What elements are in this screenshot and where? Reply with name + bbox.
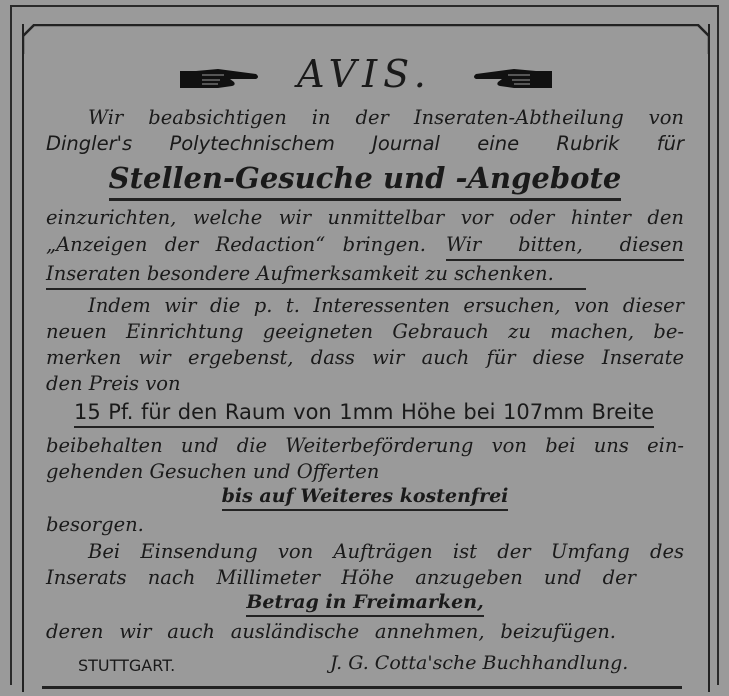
text-line: einzurichten, welche wir unmittelbar vor oder hinter den (46, 206, 684, 229)
text-line: den Preis von (46, 372, 181, 395)
text-line-part: „Anzeigen der Redaction“ bringen. (46, 233, 426, 256)
text-line: Inserats nach Millimeter Höhe anzugeben und der (46, 566, 636, 589)
text-line: beibehalten und die Weiterbeförderung von bei uns ein- (46, 434, 684, 457)
text-line: gehenden Gesuchen und Offerten (46, 460, 380, 483)
panel-top-border (22, 24, 710, 54)
text-line: deren wir auch ausländische annehmen, beizufügen. (46, 620, 616, 643)
text-line: besorgen. (46, 513, 144, 536)
text-line: Bei Einsendung von Aufträgen ist der Umfang des (88, 540, 684, 563)
text-line: Dingler's Polytechnischem Journal eine Rubrik für (46, 132, 684, 155)
text-line: Indem wir die p. t. Interessenten ersuchen, von dieser (88, 294, 684, 317)
heading-kostenfrei (46, 484, 684, 508)
underlined-phrase: Inseraten besondere Aufmerksamkeit zu schenken. (46, 262, 586, 290)
kostenfrei-text: bis auf Weiteres kostenfrei (222, 485, 509, 511)
pointing-hand-left-icon (472, 66, 554, 92)
heading-stellen-gesuche (46, 160, 684, 196)
text-line-split (46, 233, 684, 261)
notice-title: AVIS. (297, 52, 432, 96)
heading-text: Stellen-Gesuche und -Angebote (109, 161, 622, 201)
price-text: 15 Pf. für den Raum von 1mm Höhe bei 107mm Breite (74, 400, 654, 428)
text-line: neuen Einrichtung geeigneten Gebrauch zu machen, be- (46, 320, 684, 343)
text-line: Wir beabsichtigen in der Inseraten-Abtheilung von (88, 106, 684, 129)
price-line (74, 400, 654, 428)
freimarken-text: Betrag in Freimarken, (246, 591, 483, 617)
text-line: merken wir ergebenst, dass wir auch für diese Inserate (46, 346, 684, 369)
footer-publisher: J. G. Cotta'sche Buchhandlung. (330, 652, 629, 674)
footer-city: STUTTGART. (78, 656, 176, 675)
text-line-underlined (46, 262, 684, 290)
bottom-rule (42, 686, 682, 689)
heading-freimarken (46, 590, 684, 614)
underlined-phrase: Wir bitten, diesen (446, 233, 684, 261)
